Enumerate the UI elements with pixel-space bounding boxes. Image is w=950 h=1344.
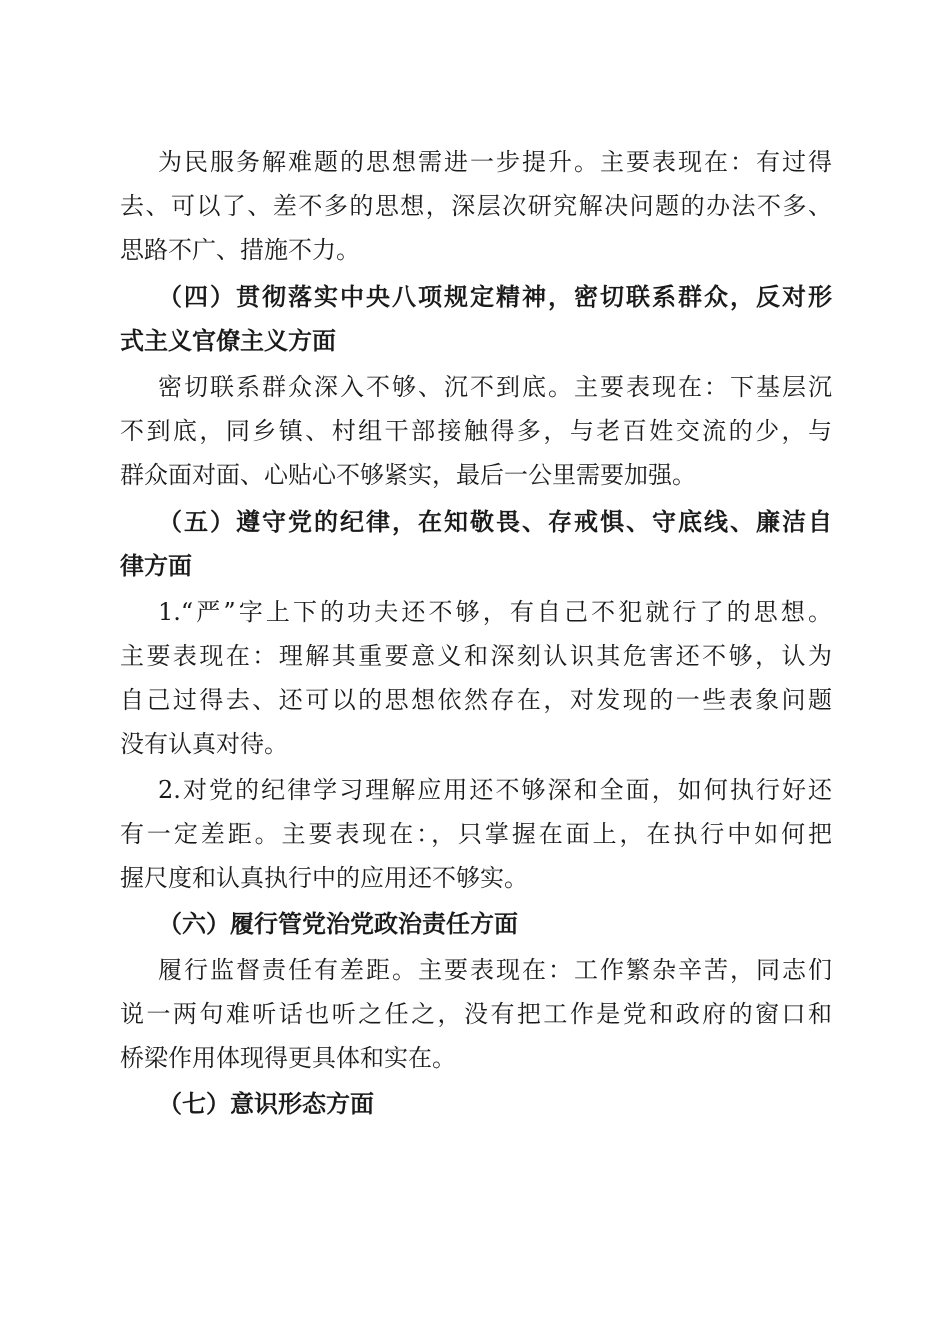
section-heading: 式主义官僚主义方面 xyxy=(120,326,336,355)
body-line: 不到底，同乡镇、村组干部接触得多，与老百姓交流的少，与 xyxy=(120,417,832,445)
section-heading: 律方面 xyxy=(120,551,192,580)
body-line: 2.对党的纪律学习理解应用还不够深和全面，如何执行好还 xyxy=(158,776,832,804)
section-heading: （六）履行管党治党政治责任方面 xyxy=(158,909,518,938)
body-line: 为民服务解难题的思想需进一步提升。主要表现在：有过得 xyxy=(158,148,832,176)
section-heading: （四）贯彻落实中央八项规定精神，密切联系群众，反对形 xyxy=(158,282,832,311)
section-heading: （七）意识形态方面 xyxy=(158,1089,374,1118)
body-line: 1.“严”字上下的功夫还不够，有自己不犯就行了的思想。 xyxy=(158,598,832,626)
body-line: 握尺度和认真执行中的应用还不够实。 xyxy=(120,864,528,892)
body-line: 群众面对面、心贴心不够紧实，最后一公里需要加强。 xyxy=(120,461,696,489)
body-line: 主要表现在：理解其重要意义和深刻认识其危害还不够，认为 xyxy=(120,642,832,670)
body-line: 密切联系群众深入不够、沉不到底。主要表现在：下基层沉 xyxy=(158,373,832,401)
body-line: 去、可以了、差不多的思想，深层次研究解决问题的办法不多、 xyxy=(120,192,832,220)
section-heading: （五）遵守党的纪律，在知敬畏、存戒惧、守底线、廉洁自 xyxy=(158,507,832,536)
body-line: 说一两句难听话也听之任之，没有把工作是党和政府的窗口和 xyxy=(120,1000,832,1028)
body-line: 有一定差距。主要表现在：，只掌握在面上，在执行中如何把 xyxy=(120,820,832,848)
body-line: 自己过得去、还可以的思想依然存在，对发现的一些表象问题 xyxy=(120,686,832,714)
body-line: 思路不广、措施不力。 xyxy=(120,236,360,264)
body-line: 履行监督责任有差距。主要表现在：工作繁杂辛苦，同志们 xyxy=(158,956,832,984)
body-line: 没有认真对待。 xyxy=(120,730,288,758)
body-line: 桥梁作用体现得更具体和实在。 xyxy=(120,1044,456,1072)
